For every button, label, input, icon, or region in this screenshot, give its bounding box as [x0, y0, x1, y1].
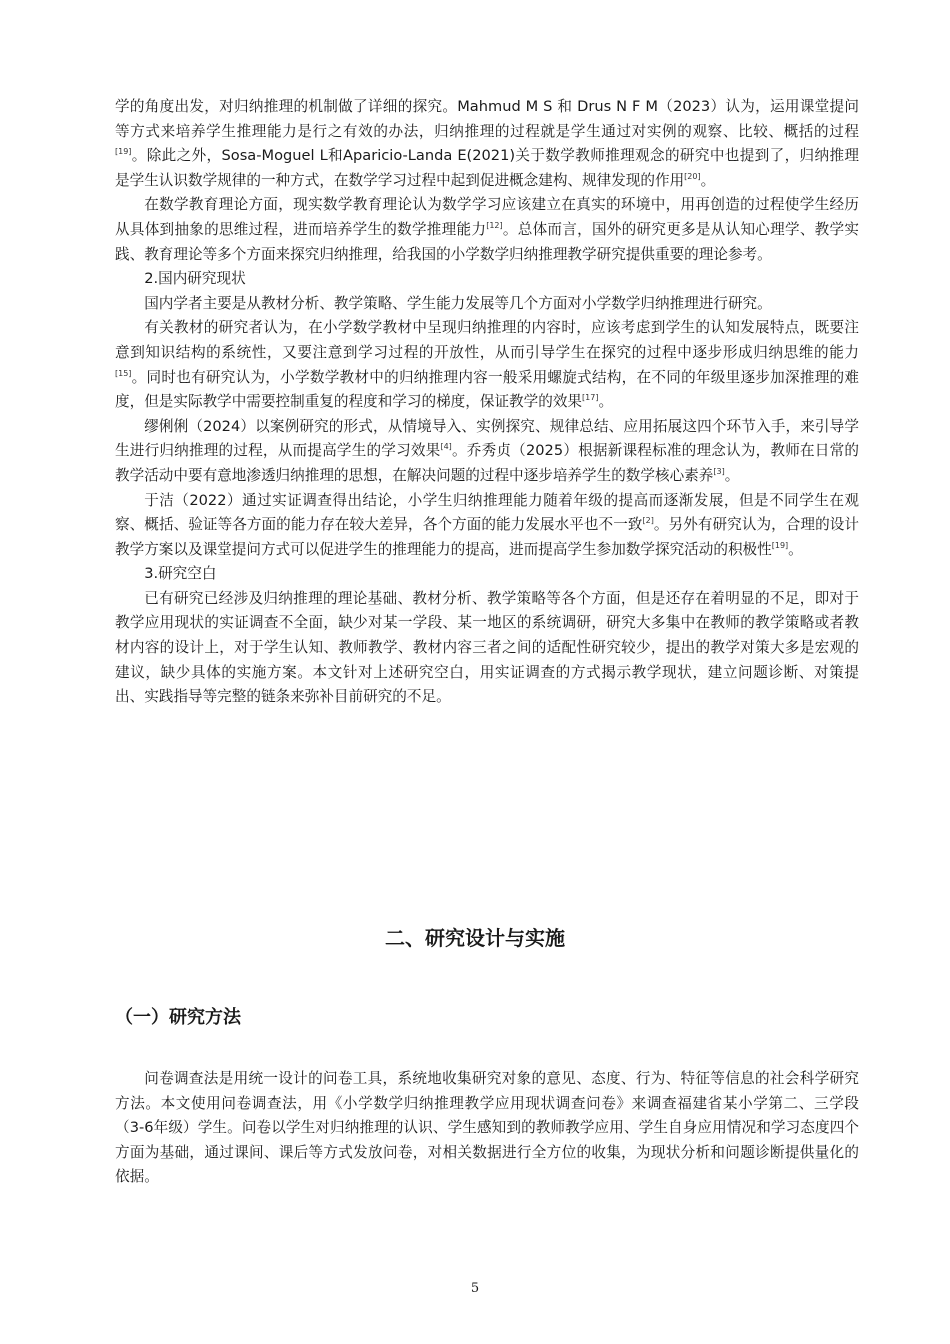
- text-run: 2.国内研究现状: [144, 270, 246, 288]
- citation-marker: [17]: [582, 393, 599, 403]
- text-run: 。: [598, 393, 614, 411]
- page-number: 5: [470, 1281, 480, 1296]
- text-run: 。总体而言，国外的研究更多是从认知心理学、教学实践、教育理论等多个方面来探究归纳推理，给我国的小学数学归纳推理教学研究提供重要的理论参考。: [115, 220, 859, 263]
- text-run: 在数学教育理论方面，现实数学教育理论认为数学学习应该建立在真实的环境中，用再创造的过程使学生经历从具体到抽象的思维过程，进而培养学生的数学推理能力: [115, 196, 859, 238]
- text-run: 学的角度出发，对归纳推理的机制做了详细的探究。Mahmud M S 和 Drus N F M（2023）认为，运用课堂提问等方式来培养学生推理能力是行之有效的办法，归纳推理的过程就是学生通过对实例的观察、比较、概括的过程: [115, 98, 859, 140]
- text-run: 国内学者主要是从教材分析、教学策略、学生能力发展等几个方面对小学数学归纳推理进行研究。: [144, 294, 772, 312]
- paragraph: [115, 415, 859, 489]
- paragraph: [115, 292, 859, 317]
- text-run: 。同时也有研究认为，小学数学教材中的归纳推理内容一般采用螺旋式结构，在不同的年级里逐步加深推理的难度，但是实际教学中需要控制重复的程度和学习的梯度，保证教学的效果: [115, 368, 859, 411]
- text-run: 。另外有研究认为，合理的设计教学方案以及课堂提问方式可以促进学生的推理能力的提高，进而提高学生参加数学探究活动的积极性: [115, 516, 859, 558]
- citation-marker: [4]: [440, 442, 452, 452]
- body-text-top: [115, 95, 859, 710]
- text-run: 。: [700, 171, 716, 189]
- paragraph: [115, 587, 859, 710]
- citation-marker: [19]: [771, 540, 789, 550]
- paragraph: [115, 95, 859, 193]
- body-text-bottom: [115, 1067, 859, 1190]
- text-run: 。除此之外，Sosa-Moguel L和Aparicio-Landa E(2021)关于数学教师推理观念的研究中也提到了，归纳推理是学生认识数学规律的一种方式，在数学学习过程中起到促进概念建构、规律发现的作用: [115, 147, 859, 189]
- paragraph: [115, 267, 859, 292]
- text-run: 。: [724, 466, 740, 484]
- text-run: 问卷调查法是用统一设计的问卷工具，系统地收集研究对象的意见、态度、行为、特征等信息的社会科学研究方法。本文使用问卷调查法，用《小学数学归纳推理教学应用现状调查问卷》来调查福建省某小学第二、三学段（3-6年级）学生。问卷以学生对归纳推理的认识、学生感知到的教师教学应用、学生自身应用情况和学习态度四个方面为基础，通过课间、课后等方式发放问卷，对相关数据进行全方位的收集，为现状分析和问题诊断提供量化的依据。: [115, 1070, 859, 1186]
- citation-marker: [12]: [486, 221, 503, 231]
- paragraph: [115, 1067, 859, 1190]
- citation-marker: [3]: [713, 467, 725, 477]
- citation-marker: [20]: [684, 171, 701, 181]
- citation-marker: [15]: [115, 368, 132, 378]
- text-run: 已有研究已经涉及归纳推理的理论基础、教材分析、教学策略等各个方面，但是还存在着明显的不足，即对于教学应用现状的实证调查不全面，缺少对某一学段、某一地区的系统调研，研究大多集中在教师的教学策略或者教材内容的设计上，对于学生认知、教师教学、教材内容三者之间的适配性研究较少，提出的教学对策大多是宏观的建议，缺少具体的实施方案。本文针对上述研究空白，用实证调查的方式揭示教学现状，建立问题诊断、对策提出、实践指导等完整的链条来弥补目前研究的不足。: [115, 589, 859, 706]
- citation-marker: [19]: [115, 147, 132, 157]
- text-run: 。乔秀贞（2025）根据新课程标准的理念认为，教师在日常的教学活动中要有意地渗透归纳推理的思想，在解决问题的过程中逐步培养学生的数学核心素养: [115, 442, 859, 484]
- subsection-heading: （一）研究方法: [115, 1007, 241, 1028]
- paragraph: [115, 489, 859, 563]
- paragraph: [115, 562, 859, 587]
- text-run: 缪俐俐（2024）以案例研究的形式，从情境导入、实例探究、规律总结、应用拓展这四个环节入手，来引导学生进行归纳推理的过程，从而提高学生的学习效果: [115, 417, 859, 460]
- section-heading: 二、研究设计与实施: [385, 926, 565, 950]
- text-run: 。: [788, 540, 803, 558]
- citation-marker: [2]: [642, 516, 654, 526]
- text-run: 于洁（2022）通过实证调查得出结论，小学生归纳推理能力随着年级的提高而逐渐发展，但是不同学生在观察、概括、验证等各方面的能力存在较大差异，各个方面的能力发展水平也不一致: [115, 491, 859, 534]
- text-run: 3.研究空白: [144, 565, 217, 583]
- paragraph: [115, 193, 859, 267]
- text-run: 有关教材的研究者认为，在小学数学教材中呈现归纳推理的内容时，应该考虑到学生的认知发展特点，既要注意到知识结构的系统性，又要注意到学习过程的开放性，从而引导学生在探究的过程中逐步形成归纳思维的能力: [115, 319, 859, 361]
- paragraph: [115, 316, 859, 414]
